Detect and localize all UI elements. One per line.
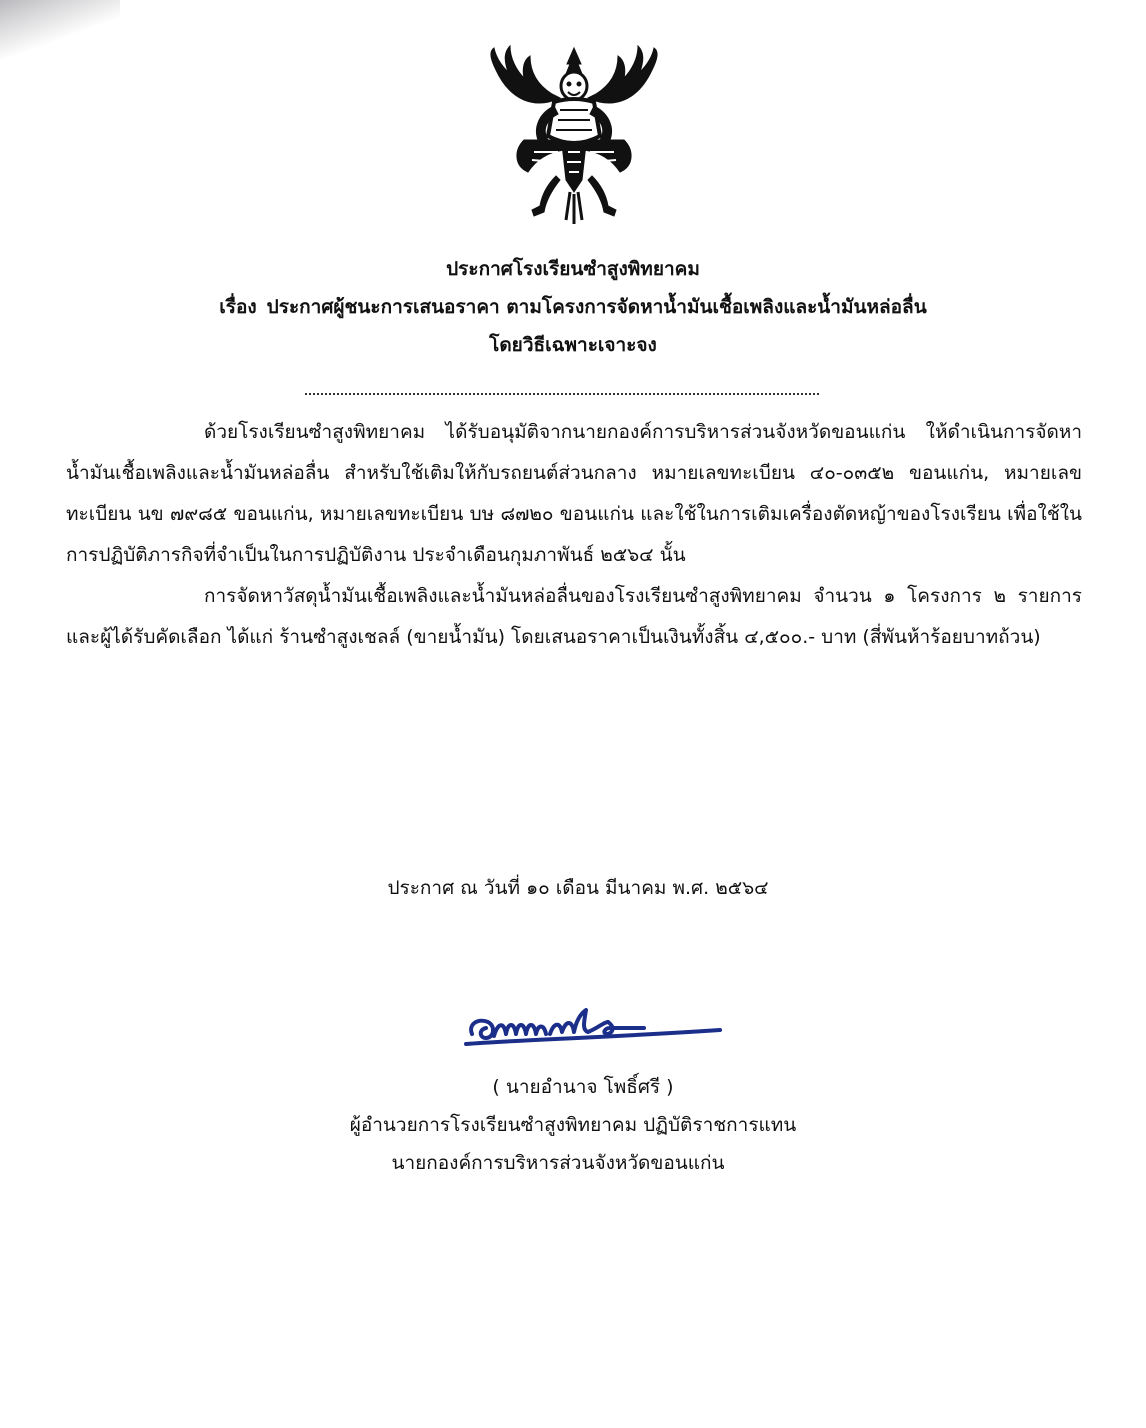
procurement-method: โดยวิธีเฉพาะเจาะจง	[489, 334, 657, 356]
signer-name: ( นายอำนาจ โพธิ์ศรี )	[492, 1076, 674, 1098]
handwritten-signature	[458, 1000, 728, 1060]
signer-position-2: นายกองค์การบริหารส่วนจังหวัดขอนแก่น	[391, 1152, 725, 1174]
dotted-divider	[305, 393, 819, 395]
garuda-emblem-icon	[474, 40, 674, 230]
body-paragraph-2: การจัดหาวัสดุน้ำมันเชื้อเพลิงและน้ำมันหล่อลื่นของโรงเรียนซำสูงพิทยาคม จำนวน ๑ โครงการ ๒ รายการ และผู้ได้รับคัดเลือก ได้แก่ ร้านซำสูงเชลล์ (ขายน้ำมัน) โดยเสนอราคาเป็นเงินทั้งสิ้น ๔,๕๐๐.- บาท (สี่พันห้าร้อยบาทถ้วน)	[66, 585, 1082, 648]
signer-position-1: ผู้อำนวยการโรงเรียนซำสูงพิทยาคม ปฏิบัติราชการแทน	[349, 1114, 797, 1136]
announcement-body	[66, 412, 1082, 658]
subject-label: เรื่อง	[219, 296, 257, 318]
announcement-date: ประกาศ ณ วันที่ ๑๐ เดือน มีนาคม พ.ศ. ๒๕๖๔	[387, 877, 769, 899]
body-paragraph-1: ด้วยโรงเรียนซำสูงพิทยาคม ได้รับอนุมัติจากนายกองค์การบริหารส่วนจังหวัดขอนแก่น ให้ดำเนินการจัดหาน้ำมันเชื้อเพลิงและน้ำมันหล่อลื่น สำหรับใช้เติมให้กับรถยนต์ส่วนกลาง หมายเลขทะเบียน ๔๐-๐๓๕๒ ขอนแก่น, หมายเลขทะเบียน นข ๗๙๘๕ ขอนแก่น, หมายเลขทะเบียน บษ ๘๗๒๐ ขอนแก่น และใช้ในการเติมเครื่องตัดหญ้าของโรงเรียน เพื่อใช้ในการปฏิบัติภารกิจที่จำเป็นในการปฏิบัติงาน ประจำเดือนกุมภาพันธ์ ๒๕๖๔ นั้น	[66, 421, 1082, 566]
signer-block	[0, 1068, 1146, 1182]
scan-corner-shadow	[0, 0, 120, 60]
announcement-title: ประกาศโรงเรียนซำสูงพิทยาคม	[446, 258, 700, 280]
announcement-header	[0, 250, 1146, 364]
subject-line	[0, 288, 1146, 326]
subject-text: ประกาศผู้ชนะการเสนอราคา ตามโครงการจัดหาน้ำมันเชื้อเพลิงและน้ำมันหล่อลื่น	[266, 296, 927, 318]
